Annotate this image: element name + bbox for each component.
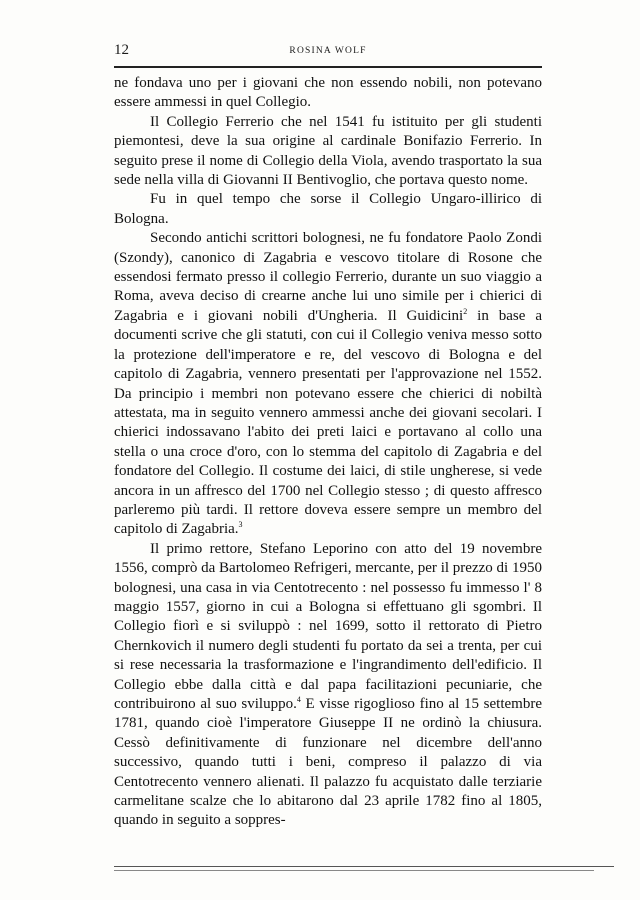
paragraph xyxy=(114,190,542,229)
footnote-marker[interactable]: 3 xyxy=(238,520,243,530)
page-header xyxy=(114,42,542,64)
paragraph xyxy=(114,540,542,831)
paragraph xyxy=(114,74,542,113)
paragraph-text: Il primo rettore, Stefano Leporino con atto del 19 novembre 1556, comprò da Bartolomeo Refrigeri, mercante, per il prezzo di 1950 bolognesi, una casa in via Centotrecento : nel possesso fu immesso l' 8 maggio 1557, giorno in cui a Bologna si effettuano gli sgombri. Il Collegio fiorì e si sviluppò : nel 1699, sotto il rettorato di Pietro Chernkovich il numero degli studenti fu portato da sei a trenta, per cui si rese necessaria la trasformazione e l'ingrandimento dell'edificio. Il Collegio ebbe dalla città e dal papa facilitazioni pecuniarie, che contribuirono al suo sviluppo. xyxy=(114,540,542,712)
body-text xyxy=(114,74,542,831)
paragraph xyxy=(114,229,542,540)
footnote-marker[interactable]: 4 xyxy=(296,695,301,704)
paragraph-text: in base a documenti scrive che gli statuti, con cui il Collegio veniva messo sotto la protezione dell'imperatore e re, del vescovo di Bologna e del capitolo di Zagabria, vennero presentati per l'approvazione nel 1552. Da principio i membri non potevano essere che chierici di nobiltà attestata, ma in seguito vennero ammessi anche dei giovani secolari. I chierici indossavano l'abito dei preti laici e portavano al collo una stella o una croce d'oro, con lo stemma del capitolo di Zagabria e del fondatore del Collegio. Il costume dei laici, di stile ungherese, si vede ancora in un affresco del 1700 nel Collegio stesso ; di questo affresco parleremo più tardi. Il rettore doveva essere sempre un membro del capitolo di Zagabria. xyxy=(114,307,542,538)
paragraph-text: E visse rigoglioso fino al 15 settembre 1781, quando cioè l'imperatore Giuseppe II ne ordinò la chiusura. Cessò definitivamente di funzionare nel dicembre dell'anno successivo, quando tutti i beni, compreso il palazzo di via Centotrecento vennero alienati. Il palazzo fu acquistato dalle terziarie carmelitane scalze che lo abitarono dal 23 aprile 1782 fino al 1805, quando in seguito a soppres- xyxy=(114,696,542,829)
page-number: 12 xyxy=(114,42,129,58)
bottom-scan-line-2 xyxy=(114,870,594,871)
bottom-scan-line xyxy=(114,866,614,867)
paragraph-text: Secondo antichi scrittori bolognesi, ne fu fondatore Paolo Zondi (Szondy), canonico di Zagabria e vescovo titolare di Rosone che essendosi fermato presso il collegio Ferrerio, durante un suo viaggio a Roma, aveva deciso di crearne anche lui uno simile per i chierici di Zagabria e i giovani nobili d'Ungheria. Il Guidicini xyxy=(114,230,542,324)
paragraph-text: Il Collegio Ferrerio che nel 1541 fu istituito per gli studenti piemontesi, deve la sua origine al cardinale Bonifazio Ferrerio. In seguito prese il nome di Collegio della Viola, avendo trasportato la sua sede nella villa di Giovanni II Bentivoglio, che portava questo nome. xyxy=(114,113,542,189)
paragraph-text: ne fondava uno per i giovani che non essendo nobili, non potevano essere ammessi in quel Collegio. xyxy=(114,75,542,111)
header-rule xyxy=(114,66,542,68)
paragraph xyxy=(114,113,542,191)
paragraph-text: Fu in quel tempo che sorse il Collegio Ungaro-illirico di Bologna. xyxy=(114,191,542,227)
running-title: ROSINA WOLF xyxy=(289,46,367,56)
footnote-marker[interactable]: 2 xyxy=(463,306,468,316)
